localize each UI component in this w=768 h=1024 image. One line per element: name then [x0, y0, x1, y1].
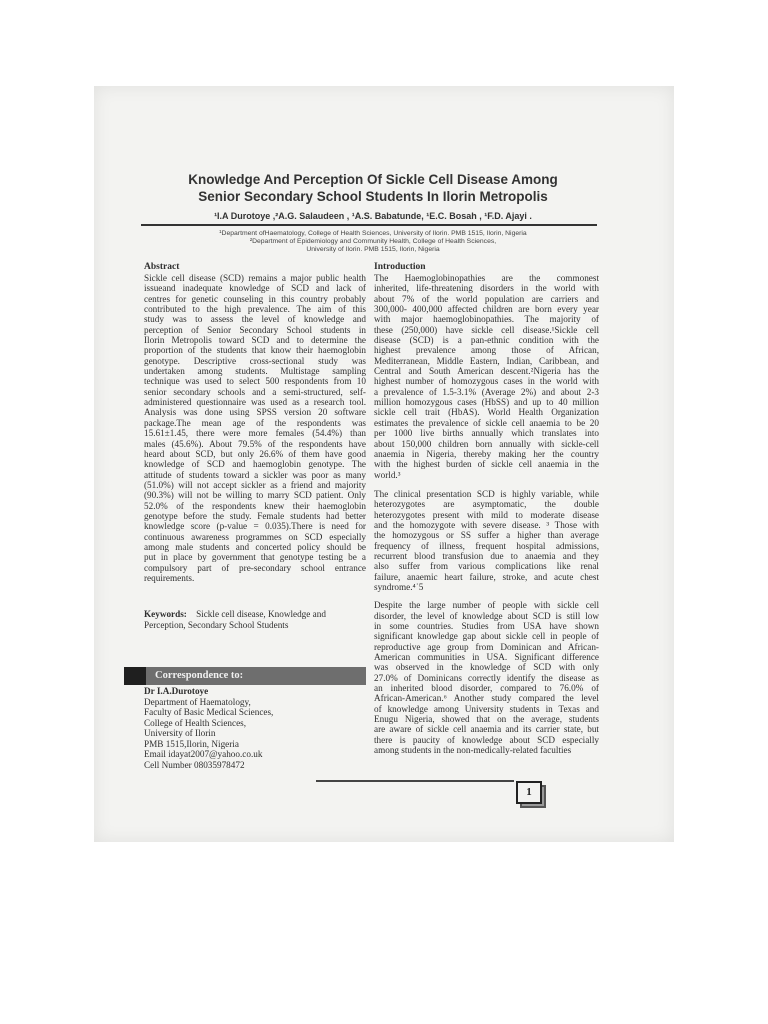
abstract-line: contributed to the high prevalence. The aim of this: [144, 304, 366, 315]
introduction-line: frequency of illness, frequent hospital admissions,: [374, 540, 599, 551]
abstract-line: requirements.: [144, 572, 195, 583]
introduction-line: in some countries. Studies from USA have shown: [374, 621, 599, 631]
article-title: [148, 171, 598, 205]
affiliation-line: University of Ilorin. PMB 1515, Ilorin, Nigeria: [306, 246, 440, 253]
introduction-line: syndrome.⁴˙5: [374, 581, 424, 592]
introduction-line: with major haemoglobinopathies. The majority of: [374, 314, 599, 325]
introduction-line: the homozygous or SS suffer a higher than average: [374, 530, 599, 541]
introduction-line: highest number of homozygous cases in the world with: [374, 376, 599, 387]
introduction-line: anaemia in Nigeria, thereby making her the country: [374, 448, 599, 459]
page-number: 1: [516, 781, 542, 804]
introduction-line: failure, anaemic heart failure, stroke, and acute chest: [374, 571, 599, 582]
abstract-line: males (45.6%). About 79.5% of the respondents have: [144, 438, 366, 449]
abstract-line: technique was used to select 500 respondents from 10: [144, 376, 366, 387]
introduction-line: Enugu Nigeria, showed that on the average, students: [374, 714, 599, 725]
affiliation-line: ²Department of Epidemiology and Community Health, College of Health Sciences,: [249, 238, 497, 245]
correspondence-line: PMB 1515,Ilorin, Nigeria: [144, 738, 239, 749]
introduction-line: reproductive age group from Dominican and African-: [374, 641, 599, 652]
correspondence-heading: Correspondence to:: [155, 670, 244, 681]
introduction-line: was observed in the knowledge of SCD with only: [374, 662, 599, 673]
abstract-line: knowledge of SCD and haemoglobin genotype. The: [144, 459, 366, 470]
abstract-line: genotype before the study. Female students had better: [144, 510, 366, 521]
introduction-line: recurrent blood transfusion due to anaemia and they: [374, 550, 599, 561]
abstract-line: genotype. Descriptive cross-sectional study was: [144, 355, 366, 366]
introduction-line: heterozygotes are asymptomatic, the double: [374, 499, 599, 510]
introduction-line: The clinical presentation SCD is highly variable, while: [374, 488, 599, 499]
abstract-heading: Abstract: [144, 262, 180, 272]
abstract-line: 15.61±1.45, there were more females (54.4%) than: [144, 428, 366, 439]
correspondence-line: University of Ilorin: [144, 728, 216, 738]
introduction-line: and the homozygote with severe disease. ³ Those with: [374, 519, 599, 530]
introduction-line: also suffer from various complications like renal: [374, 561, 599, 572]
abstract-line: study was to assess the level of knowledge and: [144, 314, 366, 325]
correspondence-line: Email idayat2007@yahoo.co.uk: [144, 749, 263, 759]
introduction-line: among students in the non-medically-related faculties: [374, 745, 572, 756]
introduction-line: about 7% of the world population are carriers and: [374, 293, 599, 304]
abstract-line: knowledge score (p-value = 0.035).There is need for: [144, 521, 366, 532]
introduction-line: 27.0% of Dominicans correctly identify the disease as: [374, 672, 599, 683]
abstract-line: attitude of students toward a sickler was poor as many: [144, 469, 366, 480]
introduction-line: Mediterranean, Middle Eastern, Indian, Caribbean, and: [374, 355, 599, 366]
correspondence-line: Department of Haematology,: [144, 696, 251, 707]
introduction-line: with the highest burden of sickle cell anaemia in the: [374, 459, 599, 470]
header-divider: [141, 224, 597, 226]
abstract-line: administered questionnaire was used as a research tool.: [144, 397, 366, 408]
abstract-line: issueand inadequate knowledge of SCD and lack of: [144, 283, 366, 294]
abstract-line: Sickle cell disease (SCD) remains a major public health: [144, 273, 366, 283]
introduction-line: there is paucity of knowledge about SCD especially: [374, 734, 599, 745]
keywords-label: Keywords:: [144, 609, 187, 619]
introduction-line: a prevalence of 1.5-3.1% (Average 2%) and about 2-3: [374, 386, 599, 397]
correspondence-bar: [124, 667, 366, 685]
correspondence-line: Faculty of Basic Medical Sciences,: [144, 707, 274, 717]
introduction-paragraph-2: [374, 489, 599, 592]
introduction-line: estimates the prevalence of sickle cell anaemia to be 20: [374, 417, 599, 428]
introduction-line: sickle cell trait (HbAS). World Health Organization: [374, 407, 599, 418]
introduction-heading: Introduction: [374, 262, 426, 272]
abstract-line: Ilorin Metropolis toward SCD and to determine the: [144, 335, 366, 346]
introduction-line: The Haemoglobinopathies are the commonest: [374, 273, 599, 283]
abstract-body: [144, 273, 366, 583]
introduction-line: million homozygous cases (HbSS) and up to 40 million: [374, 397, 599, 408]
abstract-line: among male students and concerted policy should be: [144, 541, 366, 552]
introduction-line: world.³: [374, 469, 401, 480]
correspondence-name: Dr I.A.Durotoye: [144, 686, 209, 696]
abstract-line: perception of Senior Secondary School students in: [144, 324, 366, 335]
title-line-1: Knowledge And Perception Of Sickle Cell Disease Among: [188, 172, 558, 187]
abstract-line: proportion of the students that know their haemoglobin: [144, 345, 366, 356]
introduction-paragraph-3: [374, 600, 599, 755]
abstract-line: heard about SCD, but only 26.6% of them have good: [144, 448, 366, 459]
abstract-line: compulsory part of pre-secondary school entrance: [144, 562, 366, 573]
correspondence-line: College of Health Sciences,: [144, 717, 247, 728]
introduction-line: about 150,000 children born annually with sickle-cell: [374, 438, 599, 449]
introduction-line: these (250,000) have sickle cell disease.¹Sickle cell: [374, 324, 599, 335]
introduction-line: heterozygotes present with mild to moderate disease: [374, 509, 599, 520]
abstract-line: senior secondary schools and a semi-structured, self-: [144, 386, 366, 397]
introduction-line: significant knowledge gap about sickle cell in people of: [374, 631, 599, 642]
abstract-section: [144, 262, 366, 583]
abstract-line: put in place by government that genotype testing be a: [144, 552, 366, 563]
title-line-2: Senior Secondary School Students In Ilorin Metropolis: [198, 189, 548, 204]
abstract-line: centres for genetic counseling in this country probably: [144, 293, 366, 304]
keywords-text-1: Sickle cell disease, Knowledge and: [196, 609, 326, 619]
introduction-line: highest prevalence among those of African,: [374, 345, 599, 356]
abstract-line: (90.3%) will not be willing to marry SCD patient. Only: [144, 490, 366, 501]
introduction-line: 300,000- 400,000 affected children are born every year: [374, 304, 599, 315]
abstract-line: package.The mean age of the respondents was: [144, 417, 366, 428]
correspondence-bar-accent: [124, 667, 146, 685]
introduction-line: Despite the large number of people with sickle cell: [374, 600, 599, 611]
abstract-line: undertaken among students. Multistage sampling: [144, 366, 366, 377]
introduction-line: American communities in USA. Significant difference: [374, 652, 599, 663]
introduction-paragraph-1: [374, 273, 599, 480]
abstract-line: continuous awareness programmes on SCD especially: [144, 531, 366, 542]
introduction-line: of knowledge among University students in Texas and: [374, 703, 599, 714]
abstract-line: (51.0%) will not accept sickler as a friend and majority: [144, 479, 366, 490]
introduction-line: are aware of sickle cell anaemia and its carrier state, but: [374, 724, 599, 735]
abstract-line: Analysis was done using SPSS version 20 software: [144, 407, 366, 418]
introduction-line: inherited, life-threatening disorders in the world with: [374, 283, 599, 294]
keywords-section: [144, 609, 366, 630]
correspondence-details: [144, 686, 364, 770]
introduction-line: an inherited blood disorder, compared to 76.0% of: [374, 683, 599, 694]
abstract-line: 52.0% of the respondents knew their haemoglobin: [144, 500, 366, 511]
affiliation-line: ¹Department ofHaematology, College of Health Sciences, University of Ilorin. PMB 1515, Ilorin, Nigeria: [219, 230, 527, 237]
introduction-line: African-American.⁶ Another study compared the level: [374, 693, 599, 704]
introduction-line: per 1000 live births annually which translates into: [374, 428, 599, 439]
footer-divider: [316, 780, 514, 782]
affiliations: [150, 230, 596, 254]
author-list: ¹I.A Durotoye ,²A.G. Salaudeen , ¹A.S. Babatunde, ¹E.C. Bosah , ¹F.D. Ajayi .: [214, 211, 532, 221]
introduction-line: disease (SCD) is a pan-ethnic condition with the: [374, 335, 599, 346]
introduction-line: disorder, the level of knowledge about SCD is still low: [374, 610, 599, 621]
correspondence-line: Cell Number 08035978472: [144, 759, 245, 770]
introduction-line: Central and South American descent.²Nigeria has the: [374, 366, 599, 377]
keywords-text-2: Perception, Secondary School Students: [144, 619, 289, 630]
introduction-section: [374, 262, 599, 755]
